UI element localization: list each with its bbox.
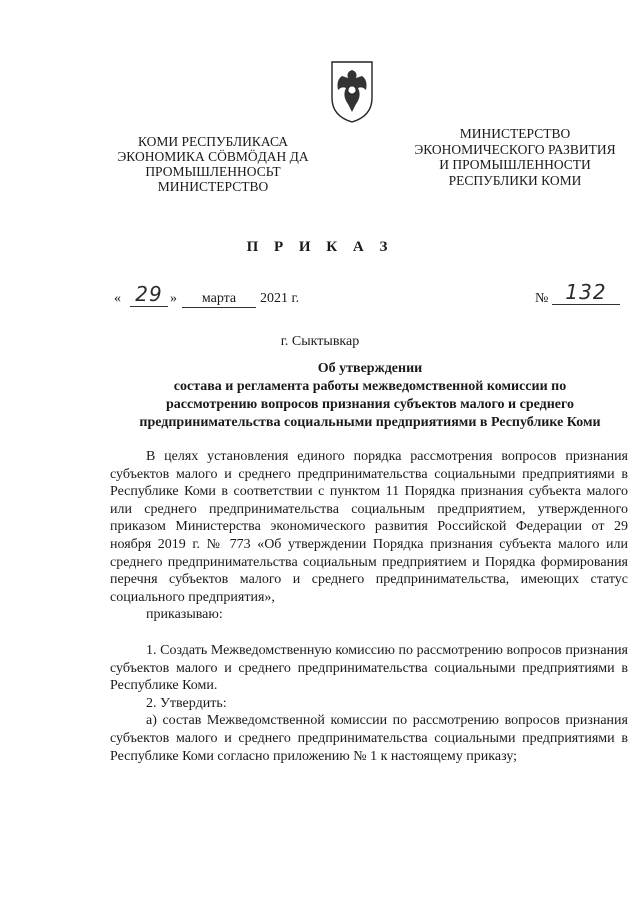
coat-of-arms-emblem	[328, 58, 376, 124]
heading-line: предпринимательства социальными предприятиями в Республике Коми	[139, 415, 601, 430]
order-heading	[110, 360, 630, 432]
header-right-line: МИНИСТЕРСТВО	[459, 126, 571, 141]
date-month: марта	[182, 291, 256, 308]
date-open-quote: «	[114, 291, 121, 306]
header-right-line: ЭКОНОМИЧЕСКОГО РАЗВИТИЯ	[414, 141, 616, 157]
header-left-line: ПРОМЫШЛЕННОСЬТ	[145, 164, 281, 179]
header-left-line: КОМИ РЕСПУБЛИКАСА	[137, 134, 289, 149]
header-left-line: МИНИСТЕРСТВО	[157, 179, 269, 194]
heading-line: Об утверждении	[317, 361, 423, 376]
preamble-paragraph: В целях установления единого порядка рассмотрения вопросов признания субъектов малого и среднего предпринимательства социальными предприятиями в Республике Коми в соответствии с пунктом 11 Порядка признания субъекта малого или среднего предпринимательства социальным предприятием, утвержденного приказом Министерства экономического развития Российской Федерации от 29 ноября 2019 г. № 773 «Об утверждении Порядка признания субъекта малого или среднего предпринимательства социальным предприятием и Порядка формирования перечня субъектов малого и среднего предпринимательства, имеющих статус социального предприятия»,	[110, 449, 628, 605]
heading-line: рассмотрению вопросов признания субъектов малого и среднего	[165, 397, 575, 412]
header-right-line: И ПРОМЫШЛЕННОСТИ	[439, 157, 591, 172]
ministry-name-komi	[110, 134, 316, 194]
item-1-paragraph: 1. Создать Межведомственную комиссию по рассмотрению вопросов признания субъектов малого и среднего предпринимательства социальными предприятиями в Республике Коми.	[110, 642, 628, 694]
number-sign: №	[535, 291, 549, 306]
place-of-issue: г. Сыктывкар	[280, 334, 360, 349]
document-title: П Р И К А З	[246, 239, 394, 255]
date-day-handwritten: 29	[130, 282, 168, 307]
order-body	[110, 448, 628, 765]
header-right-line: РЕСПУБЛИКИ КОМИ	[448, 172, 582, 188]
ministry-name-russian	[410, 126, 620, 188]
order-number-handwritten: 132	[552, 280, 620, 305]
item-2a-paragraph: а) состав Межведомственной комиссии по рассмотрению вопросов признания субъектов малого и среднего предпринимательства социальными предприятиями в Республике Коми согласно приложению № 1 к настоящему приказу;	[110, 713, 628, 764]
date-close-quote: »	[170, 291, 177, 306]
date-year: 2021 г.	[260, 291, 300, 306]
item-2-paragraph: 2. Утвердить:	[146, 695, 227, 711]
order-word: приказываю:	[146, 607, 223, 623]
header-left-line: ЭКОНОМИКА СÖВМÖДАН ДА	[117, 149, 309, 164]
date-number-line	[110, 280, 630, 314]
heading-line: состава и регламента работы межведомственной комиссии по	[173, 379, 567, 394]
